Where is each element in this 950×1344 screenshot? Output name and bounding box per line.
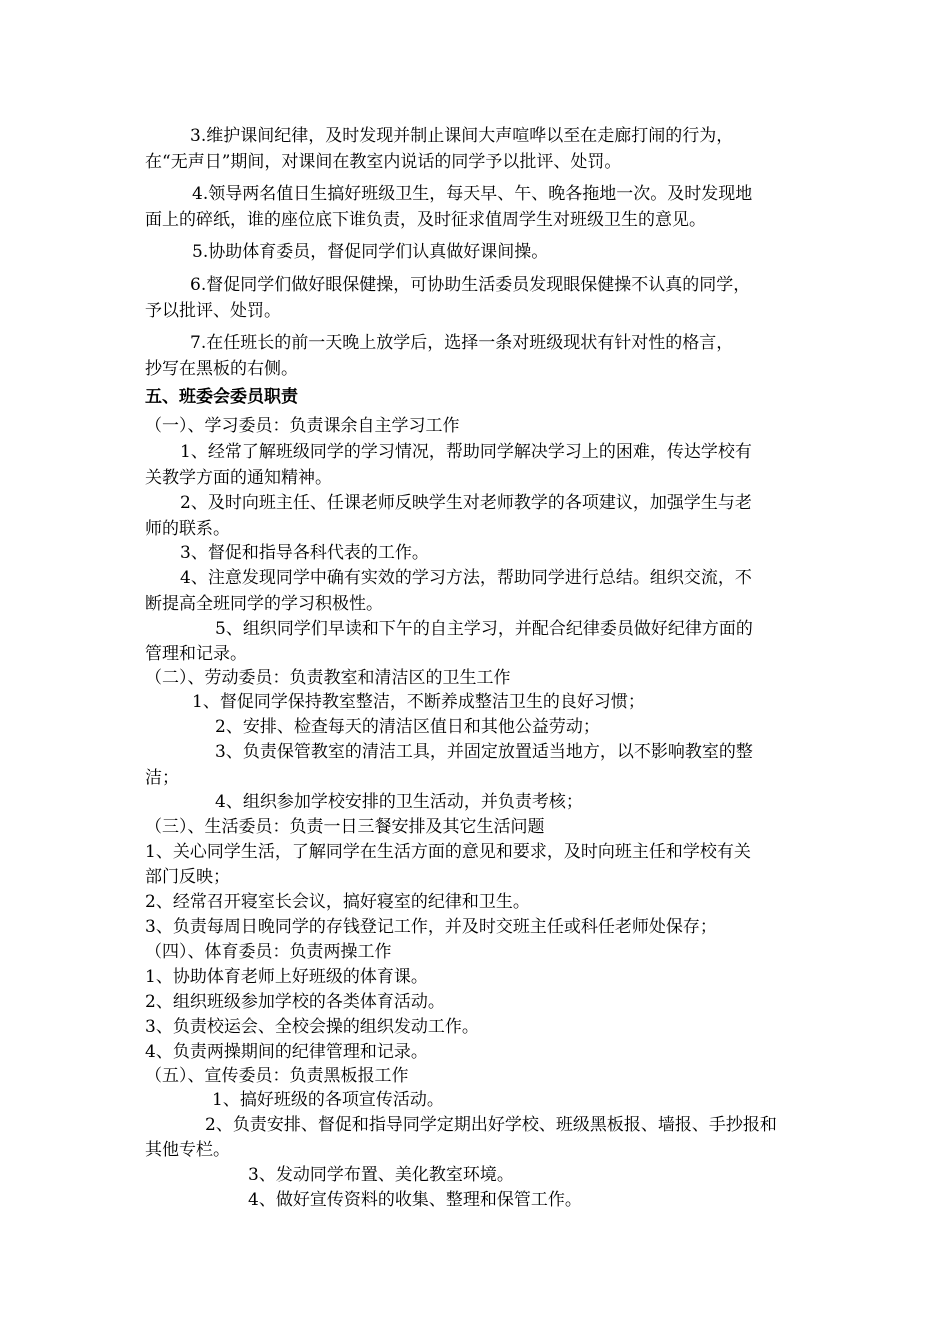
text-line: 洁； (145, 768, 179, 788)
subsection-heading: （五）、宣传委员：负责黑板报工作 (145, 1066, 409, 1086)
text-line: 3、督促和指导各科代表的工作。 (180, 543, 429, 563)
text-line: 面上的碎纸，谁的座位底下谁负责，及时征求值周学生对班级卫生的意见。 (145, 210, 706, 230)
text-line: 1、关心同学生活，了解同学在生活方面的意见和要求，及时向班主任和学校有关 (145, 842, 751, 862)
section-heading: 五、班委会委员职责 (145, 387, 298, 407)
text-line: 1、经常了解班级同学的学习情况，帮助同学解决学习上的困难，传达学校有 (180, 442, 752, 462)
text-line: 6.督促同学们做好眼保健操，可协助生活委员发现眼保健操不认真的同学， (190, 275, 751, 295)
text-line: 1、搞好班级的各项宣传活动。 (212, 1090, 444, 1110)
text-line: 4.领导两名值日生搞好班级卫生，每天早、午、晚各拖地一次。及时发现地 (192, 184, 753, 204)
text-line: 在“无声日”期间，对课间在教室内说话的同学予以批评、处罚。 (145, 152, 622, 172)
subsection-heading: （四）、体育委员：负责两操工作 (145, 942, 392, 962)
text-line: 5.协助体育委员，督促同学们认真做好课间操。 (192, 242, 549, 262)
text-line: 2、组织班级参加学校的各类体育活动。 (145, 992, 445, 1012)
text-line: 关教学方面的通知精神。 (145, 468, 332, 488)
text-line: 3、发动同学布置、美化教室环境。 (248, 1165, 514, 1185)
text-line: 4、组织参加学校安排的卫生活动，并负责考核； (215, 792, 583, 812)
text-line: 1、协助体育老师上好班级的体育课。 (145, 967, 428, 987)
text-line: 4、负责两操期间的纪律管理和记录。 (145, 1042, 428, 1062)
text-line: 断提高全班同学的学习积极性。 (145, 594, 383, 614)
text-line: 2、及时向班主任、任课老师反映学生对老师教学的各项建议，加强学生与老 (180, 493, 752, 513)
text-line: 3、负责校运会、全校会操的组织发动工作。 (145, 1017, 479, 1037)
text-line: 抄写在黑板的右侧。 (145, 359, 298, 379)
text-line: 2、经常召开寝室长会议，搞好寝室的纪律和卫生。 (145, 892, 530, 912)
text-line: 1、督促同学保持教室整洁，不断养成整洁卫生的良好习惯； (192, 692, 645, 712)
text-line: 管理和记录。 (145, 644, 247, 664)
text-line: 4、做好宣传资料的收集、整理和保管工作。 (248, 1190, 582, 1210)
text-line: 部门反映； (145, 867, 230, 887)
text-line: 师的联系。 (145, 519, 230, 539)
subsection-heading: （一）、学习委员：负责课余自主学习工作 (145, 416, 460, 436)
text-line: 予以批评、处罚。 (145, 301, 281, 321)
text-line: 4、注意发现同学中确有实效的学习方法，帮助同学进行总结。组织交流，不 (180, 568, 752, 588)
text-line: 3、负责每周日晚同学的存钱登记工作，并及时交班主任或科任老师处保存； (145, 917, 717, 937)
text-line: 5、组织同学们早读和下午的自主学习，并配合纪律委员做好纪律方面的 (215, 619, 753, 639)
subsection-heading: （三）、生活委员：负责一日三餐安排及其它生活问题 (145, 817, 545, 837)
text-line: 3、负责保管教室的清洁工具，并固定放置适当地方，以不影响教室的整 (215, 742, 753, 762)
text-line: 2、安排、检查每天的清洁区值日和其他公益劳动； (215, 717, 600, 737)
text-line: 其他专栏。 (145, 1140, 230, 1160)
text-line: 2、负责安排、督促和指导同学定期出好学校、班级黑板报、墙报、手抄报和 (205, 1115, 777, 1135)
subsection-heading: （二）、劳动委员：负责教室和清洁区的卫生工作 (145, 668, 511, 688)
text-line: 3.维护课间纪律，及时发现并制止课间大声喧哗以至在走廊打闹的行为， (190, 126, 734, 146)
text-line: 7.在任班长的前一天晚上放学后，选择一条对班级现状有针对性的格言， (190, 333, 734, 353)
